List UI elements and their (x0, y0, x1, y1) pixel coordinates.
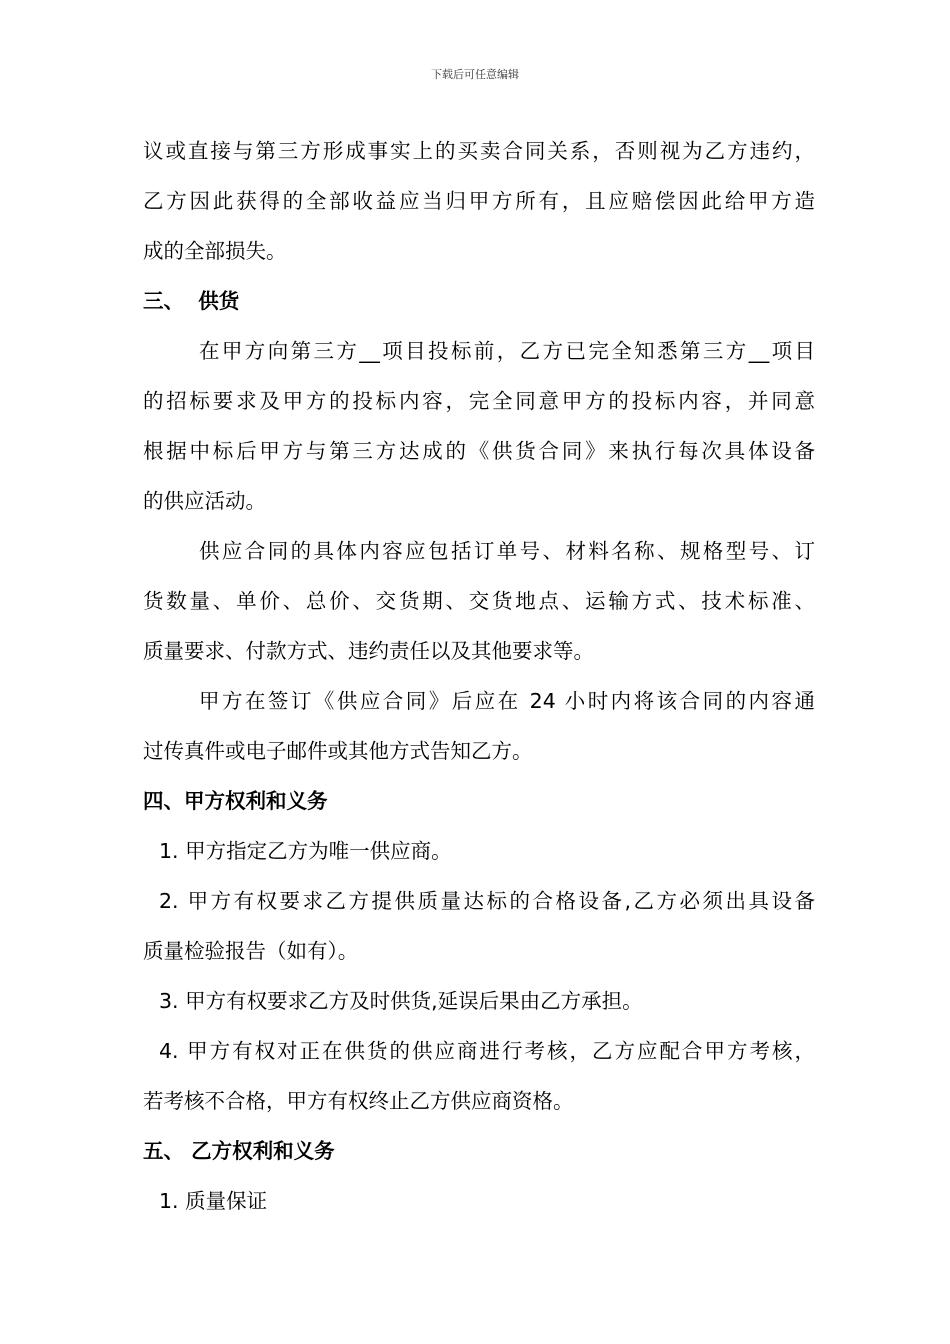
paragraph-line: 质量要求、付款方式、违约责任以及其他要求等。 (143, 639, 594, 663)
paragraph-line: 供应合同的具体内容应包括订单号、材料名称、规格型号、订 (199, 539, 815, 563)
paragraph-line: 议或直接与第三方形成事实上的买卖合同关系，否则视为乙方违约， (143, 139, 815, 163)
list-item: 2. 甲方有权要求乙方提供质量达标的合格设备,乙方必须出具设备 (159, 889, 815, 913)
paragraph-line: 甲方在签订《供应合同》后应在 24 小时内将该合同的内容通 (199, 689, 815, 713)
paragraph-line: 的招标要求及甲方的投标内容，完全同意甲方的投标内容，并同意 (143, 389, 815, 413)
paragraph-line: 若考核不合格，甲方有权终止乙方供应商资格。 (143, 1089, 574, 1113)
paragraph-line: 根据中标后甲方与第三方达成的《供货合同》来执行每次具体设备 (143, 439, 815, 463)
list-item: 1. 质量保证 (159, 1189, 268, 1213)
paragraph-line: 在甲方向第三方__项目投标前，乙方已完全知悉第三方__项目 (199, 339, 815, 363)
section-heading-party-a-rights: 四、甲方权利和义务 (143, 789, 328, 813)
page-header-note: 下载后可任意编辑 (431, 68, 519, 81)
paragraph-line: 质量检验报告（如有）。 (143, 939, 359, 963)
paragraph-line: 货数量、单价、总价、交货期、交货地点、运输方式、技术标准、 (143, 589, 815, 613)
list-item: 4. 甲方有权对正在供货的供应商进行考核，乙方应配合甲方考核， (159, 1039, 815, 1063)
paragraph-line: 乙方因此获得的全部收益应当归甲方所有，且应赔偿因此给甲方造 (143, 189, 815, 213)
document-body (143, 126, 815, 1226)
list-item: 1. 甲方指定乙方为唯一供应商。 (159, 839, 452, 863)
paragraph-line: 成的全部损失。 (143, 239, 287, 263)
section-heading-party-b-rights: 五、 乙方权利和义务 (143, 1139, 335, 1163)
list-item: 3. 甲方有权要求乙方及时供货,延误后果由乙方承担。 (159, 989, 643, 1013)
paragraph-line: 过传真件或电子邮件或其他方式告知乙方。 (143, 739, 533, 763)
section-heading-supply: 三、 供货 (143, 289, 240, 313)
paragraph-line: 的供应活动。 (143, 489, 266, 513)
